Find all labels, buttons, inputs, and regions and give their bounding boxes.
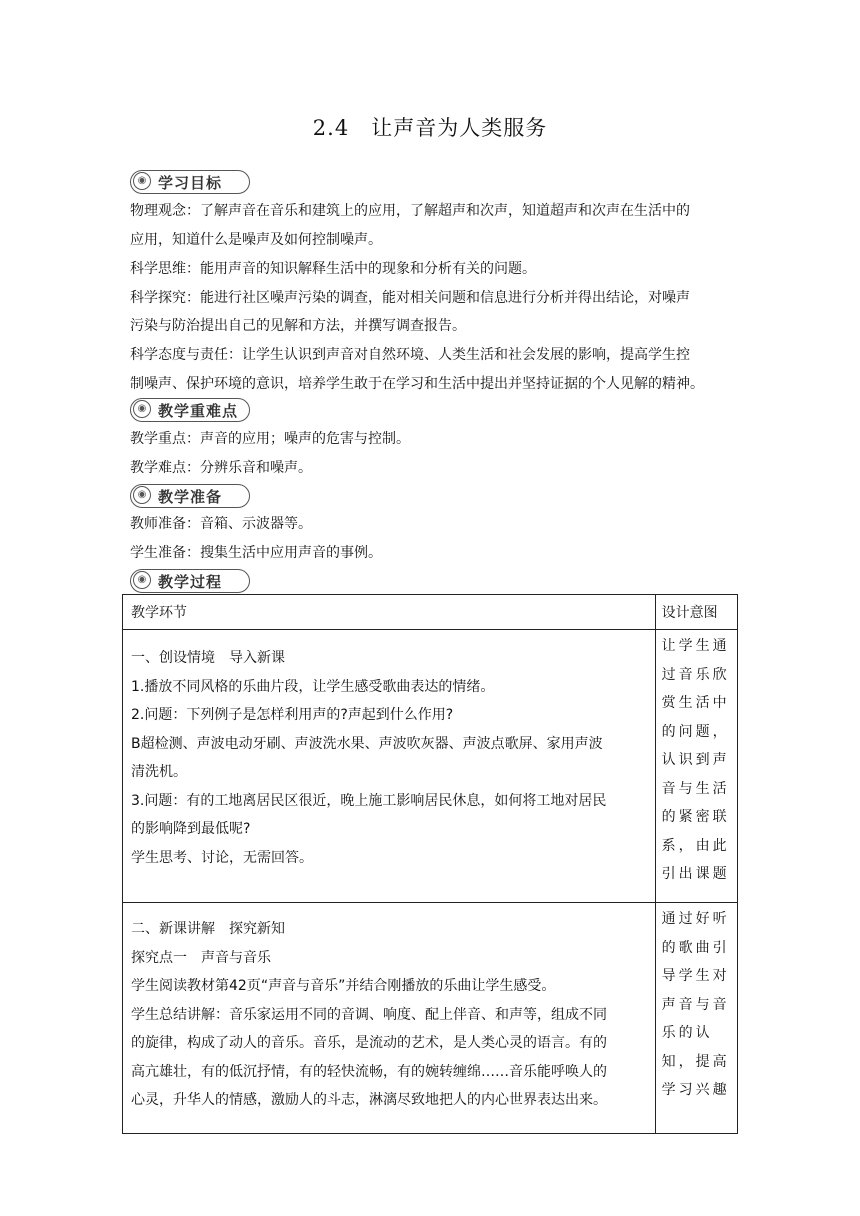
- stage-line: 一、创设情境 导入新课: [131, 650, 285, 666]
- objectives-badge: [130, 170, 250, 194]
- page-title: [0, 112, 860, 142]
- process-heading: 教学过程: [158, 573, 223, 591]
- intent-text: 通过好听的歌曲引导学生对声音与音乐的认知，提高学习兴趣: [661, 911, 730, 1098]
- process-table: [122, 594, 738, 1134]
- stage-line: 学生总结讲解：音乐家运用不同的音调、响度、配上伴音、和声等，组成不同: [131, 1006, 607, 1023]
- table-row: [123, 630, 738, 903]
- table-header-row: [123, 595, 738, 630]
- objective-line: 制噪声、保护环境的意识，培养学生敢于在学习和生活中提出并坚持证据的个人见解的精神。: [130, 376, 704, 392]
- stage-line: 心灵，升华人的情感，激励人的斗志，淋漓尽致地把人的内心世界表达出来。: [131, 1092, 607, 1108]
- stage-line: 1.播放不同风格的乐曲片段，让学生感受歌曲表达的情绪。: [131, 678, 495, 695]
- book-icon: ◉: [133, 571, 151, 589]
- header-intent: 设计意图: [655, 595, 737, 630]
- preparation-line: 教师准备：音箱、示波器等。: [130, 516, 312, 532]
- stage-line: 的旋律，构成了动人的音乐。音乐，是流动的艺术，是人类心灵的语言。有的: [131, 1035, 607, 1051]
- stage-line: 二、新课讲解 探究新知: [131, 921, 285, 937]
- stage-line: 清洗机。: [131, 764, 187, 780]
- intent-cell: [655, 630, 737, 903]
- objective-line: 物理观念：了解声音在音乐和建筑上的应用，了解超声和次声，知道超声和次声在生活中的: [130, 203, 690, 219]
- section-number: 2.4: [312, 116, 350, 140]
- key-points-heading: 教学重难点: [158, 402, 239, 420]
- stage-cell: [123, 903, 656, 1134]
- intent-text: 让学生通过音乐欣赏生活中的问题，认识到声音与生活的紧密联系，由此引出课题: [661, 638, 730, 882]
- stage-line: 高亢雄壮，有的低沉抒情，有的轻快流畅，有的婉转缠绵……音乐能呼唤人的: [131, 1063, 607, 1080]
- key-points-badge: [130, 398, 250, 422]
- stage-line: 学生阅读教材第42页“声音与音乐”并结合刚播放的乐曲让学生感受。: [131, 978, 556, 994]
- stage-line: B超检测、声波电动牙刷、声波洗水果、声波吹灰器、声波点歌屏、家用声波: [131, 735, 603, 752]
- intent-cell: [655, 903, 737, 1134]
- preparation-line: 学生准备：搜集生活中应用声音的事例。: [130, 545, 382, 561]
- stage-line: 探究点一 声音与音乐: [131, 949, 271, 966]
- table-row: [123, 903, 738, 1134]
- key-point-line: 教学重点：声音的应用；噪声的危害与控制。: [130, 431, 410, 447]
- stage-line: 2.问题：下列例子是怎样利用声的?声起到什么作用?: [131, 707, 454, 723]
- objective-line: 科学探究：能进行社区噪声污染的调查，能对相关问题和信息进行分析并得出结论，对噪声: [130, 290, 690, 306]
- stage-cell: [123, 630, 656, 903]
- book-icon: ◉: [133, 400, 151, 418]
- objective-line: 污染与防治提出自己的见解和方法，并撰写调查报告。: [130, 318, 466, 334]
- objective-line: 科学思维：能用声音的知识解释生活中的现象和分析有关的问题。: [130, 261, 536, 277]
- book-icon: ◉: [133, 486, 151, 504]
- stage-line: 的影响降到最低呢?: [131, 821, 251, 837]
- objective-line: 应用，知道什么是噪声及如何控制噪声。: [130, 232, 382, 248]
- objectives-heading: 学习目标: [158, 174, 223, 192]
- process-badge: [130, 569, 250, 593]
- stage-line: 学生思考、讨论，无需回答。: [131, 849, 313, 866]
- preparation-heading: 教学准备: [158, 488, 223, 506]
- title-text: 让声音为人类服务: [371, 116, 548, 140]
- stage-line: 3.问题：有的工地离居民区很近，晚上施工影响居民休息，如何将工地对居民: [131, 792, 607, 809]
- book-icon: ◉: [133, 172, 151, 190]
- key-point-line: 教学难点：分辨乐音和噪声。: [130, 460, 312, 476]
- preparation-badge: [130, 484, 250, 508]
- header-stage: 教学环节: [123, 595, 656, 630]
- objective-line: 科学态度与责任：让学生认识到声音对自然环境、人类生活和社会发展的影响，提高学生控: [130, 347, 690, 363]
